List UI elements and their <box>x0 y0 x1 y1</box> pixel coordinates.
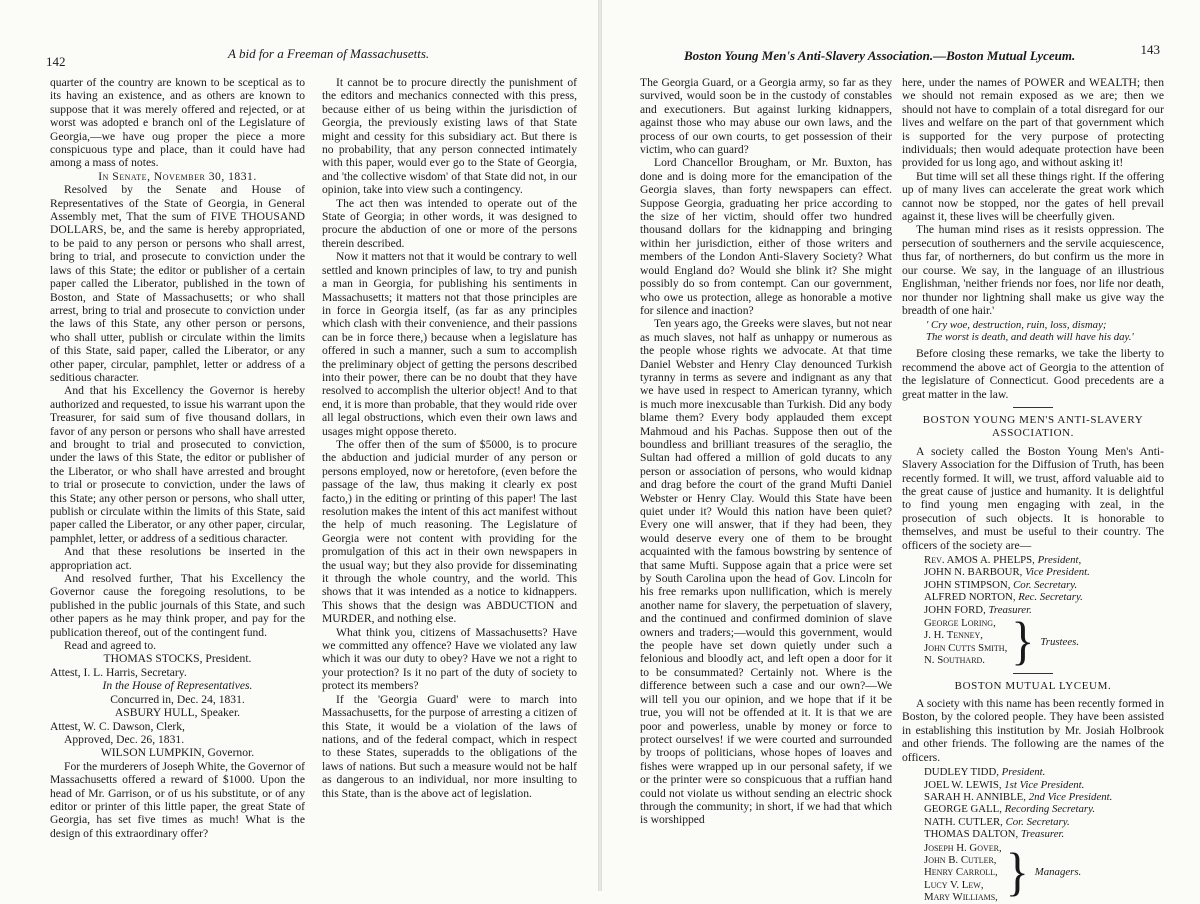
right-page-number: 143 <box>1140 42 1160 57</box>
left-column-1 <box>50 76 305 876</box>
trustees-label: Trustees. <box>1040 635 1080 648</box>
officer-row: ALFRED NORTON, Rec. Secretary. <box>924 591 1083 604</box>
signature-governor: WILSON LUMPKIN, Governor. <box>100 746 255 760</box>
paragraph: The Georgia Guard, or a Georgia army, so far as they survived, would soon be in the custody of constables and executioners. But against lurking kidnappers, against those who may abuse our own laws, and the process of our own courts, to get possession of their victim, who can guard? <box>640 76 892 157</box>
signature-president: THOMAS STOCKS, President. <box>103 652 252 666</box>
right-running-title: Boston Young Men's Anti-Slavery Association.—Boston Mutual Lyceum. <box>684 48 1076 63</box>
brace-glyph: } <box>1011 612 1035 671</box>
trustees-list: George Loring, J. H. Tenney, John Cutts Smith, N. Southard. <box>924 617 1008 667</box>
officer-row: JOEL W. LEWIS, 1st Vice President. <box>924 778 1085 791</box>
left-page-number: 142 <box>46 54 66 69</box>
section-rule <box>1013 673 1053 674</box>
paragraph: Ten years ago, the Greeks were slaves, but not near as much slaves, not half as unhappy or numerous as the people whose rights we advocate. At that time Daniel Webster and Henry Clay denounced Turkish tyranny in terms as severe and indignant as any that we have used in respect to American tyranny, which is much more inexcusable than Turkish. Did any body blame them? Every body applauded them except Mahmoud and his Pachas. Suppose then out of the boundless and brilliant treasures of the seraglio, the Sultan had offered a million of gold ducats to any person or association of persons, who would kidnap and drag before the court of the grand Mufti Daniel Webster or Henry Clay. Would this State have been quiet under it? Would this nation have been quiet? Every one will answer, that if they had been, they would deserve every one of them to be brought acquainted with the famous bowstring by sentence of that same Mufti. Suppose again that a price were set by South Carolina upon the head of Gov. Lincoln for his free remarks upon nullification, which is merely another name for slavery, the perpetuation of slavery, and the continued and confirmed dominion of slave owners and traders;—would this government, would the people have set down quietly under such a felonious and bloodly act, and left open a door for it to be consummated? Certainly not. Where is the difference between such a case and our own?—We will tell you our opinion, and we hope that if it be true, you will not be offended at it. It is that we are poor and powerless, unable by money or force to protect ourselves! if we were courted and surrounded by troops of politicians, whose hopes of loaves and fishes were wrapped up in our personal safety, if we or the printer were so conspicuous that a ruffian hand could not violate us without sending an electric shock through the community; in short, if we had that which is worshipped <box>640 317 892 827</box>
paragraph: And that his Excellency the Governor is hereby authorized and requested, to issue his warrant upon the Treasurer, for said sum of five thousand dollars, in favor of any person or persons who shall have arrested and brought to trial and prosecuted to conviction, under the laws of this State, the editor or publisher of the Liberator, or who shall have arrested and brought to trial or prosecute to conviction, under the laws of this State; any other person or persons, who shall utter, publish or circulate within the limits of this State, said paper called the Liberator, or any other paper, circular, pamphlet, letter, or address of a seditious character. <box>50 384 305 545</box>
paragraph: But time will set all these things right. If the offering up of many lives can accelerate the great work which cannot now be stopped, nor the gates of hell prevail against it, these lives will be cheerfully given. <box>902 169 1164 224</box>
officer-row: NATH. CUTLER, Cor. Secretary. <box>924 815 1070 828</box>
officer-row: Rev. AMOS A. PHELPS, President, <box>924 554 1082 566</box>
paragraph: It cannot be to procure directly the punishment of the editors and mechanics connected with this press, because either of us being within the jurisdiction of Georgia, the previously existing laws of that State might and cessity for this subsidiary act. But there is no probability, that any person connected intimately with this paper, would ever go to the State of Georgia, and 'the collective wisdom' of that State did not, in our opinion, take into view such a contingency. <box>322 76 577 197</box>
brace-glyph: } <box>1005 842 1029 902</box>
house-line: In the House of Representatives. <box>102 679 253 693</box>
right-column-2 <box>902 76 1164 904</box>
officer-row: SARAH H. ANNIBLE, 2nd Vice President. <box>924 790 1113 803</box>
paragraph: And resolved further, That his Excellency the Governor cause the foregoing resolutions, to be published in the public journals of this State, and such other papers as he may think proper, and pay for the publication thereof, out of the contingent fund. <box>50 572 305 639</box>
officer-row: DUDLEY TIDD, President. <box>924 766 1046 779</box>
quote-line: ' Cry woe, destruction, ruin, loss, dismay; <box>926 319 1107 332</box>
paragraph: Read and agreed to. <box>64 639 157 653</box>
left-header <box>0 42 598 69</box>
attest-line: Attest, W. C. Dawson, Clerk, <box>50 719 185 733</box>
approved-line: Approved, Dec. 26, 1831. <box>64 732 185 746</box>
right-page <box>602 0 1200 904</box>
paragraph: A society with this name has been recently formed in Boston, by the colored people. They have been assisted in establishing this institution by Mr. Josiah Holbrook and other friends. The following are the names of the officers. <box>902 697 1164 764</box>
paragraph: The human mind rises as it resists oppression. The persecution of southerners and the servile acquiescence, thus far, of northerners, do but confirm us the more in our course. We say, in the language of an illustrious Englishman, 'neither friends nor foes, nor life nor death, nor thunder nor lightning shall make us give way the breadth of one hair.' <box>902 223 1164 317</box>
resolution-paragraph: Resolved by the Senate and House of Representatives of the State of Georgia, in General Assembly met, That the sum of FIVE THOUSAND DOLLARS, be, and the same is hereby appropriated, to be paid to any person or persons who shall arrest, bring to trial, and prosecute to conviction under the laws of this State; the editor or publisher of a certain paper called the Liberator, published in the town of Boston, and State of Massachusetts; or who shall arrest, bring to trial and prosecute to conviction under the laws of this State, any other person or persons, who shall utter, publish or circulate within the limits of this State, said paper, called the Liberator, or any other paper, circular, pamphlet, letter or address of a seditious character. <box>50 183 305 384</box>
paragraph: The act then was intended to operate out of the State of Georgia; in other words, it was designed to procure the abduction of one or more of the persons therein described. <box>322 196 577 250</box>
left-column-2 <box>322 76 577 876</box>
section-rule <box>1013 407 1053 408</box>
paragraph: Lord Chancellor Brougham, or Mr. Buxton, has done and is doing more for the emancipation of the Georgia slaves, than forty newspapers can effect. Suppose Georgia, graduating her price according to the size of her victim, should offer two hundred thousand dollars for the kidnapping and bringing within her jurisdiction, either of those writers and members of the London Anti-Slavery Society? What would England do? Would she blink it? She might possibly do so from contempt. Can our government, who owe us protection, allege as honorable a motive for silence and inaction? <box>640 156 892 317</box>
association-officers <box>924 554 1164 671</box>
concurred-line: Concurred in, Dec. 24, 1831. <box>110 692 245 706</box>
quote-line: The worst is death, and death will have his day.' <box>926 331 1134 344</box>
lyceum-officers <box>924 766 1164 903</box>
paragraph: Now it matters not that it would be contrary to well settled and known principles of law, to try and punish a man in Georgia, for publishing his sentiments in Massachusetts; it matters not that those principles are in force in Georgia itself, (as far as any principles which clash with their convenience, and their passions can be in force there,) because when a legislature has offered in such a manner, such a sum to accomplish the preliminary object of getting the persons described into their power, there can be no doubt that they have resolved to accomplish the ulterior object! And to that end, it is more than probable, that they would ride over all legal obstructions, which even their own laws and usages might oppose thereto. <box>322 250 577 438</box>
paragraph: For the murderers of Joseph White, the Governor of Massachusetts offered a reward of $1000. Upon the head of Mr. Garrison, or of us his substitute, or of any editor or printer of this little paper, the great State of Georgia, has set five times as much! What is the design of this extraordinary offer? <box>50 759 305 840</box>
officer-row: GEORGE GALL, Recording Secretary. <box>924 803 1096 816</box>
right-column-1 <box>640 76 892 876</box>
attest-line: Attest, I. L. Harris, Secretary. <box>50 665 187 679</box>
signature-speaker: ASBURY HULL, Speaker. <box>114 706 241 720</box>
paragraph: And that these resolutions be inserted in the appropriation act. <box>50 545 305 572</box>
poem-quote <box>926 319 1164 343</box>
paragraph: Before closing these remarks, we take the liberty to recommend the above act of Georgia to the attention of the legislature of Connecticut. Good precedents are a great matter in the law. <box>902 347 1164 401</box>
dateline: In Senate, November 30, 1831. <box>98 169 257 183</box>
officer-row: THOMAS DALTON, Treasurer. <box>924 828 1065 841</box>
paragraph: here, under the names of POWER and WEALTH; then we should not remain exposed as we are; then we should not have to complain of a total disregard for our lives and welfare on the part of that government which is supported for the very purpose of protecting individuals; then would adequate protection have been provided for us long ago, and without asking it! <box>902 76 1164 170</box>
managers-group <box>924 842 1164 904</box>
paragraph: A society called the Boston Young Men's Anti-Slavery Association for the Diffusion of Truth, has been recently formed. It will, we trust, afford valuable aid to the great cause of justice and humanity. It is delightful to find young men engaging with zeal, in the prosecution of such objects. It is honorable to themselves, and must be useful to their country. The officers of the society are— <box>902 444 1164 552</box>
officer-row: JOHN FORD, Treasurer. <box>924 603 1032 616</box>
officer-row: JOHN N. BARBOUR, Vice President. <box>924 566 1090 579</box>
left-page <box>0 0 598 891</box>
paragraph: quarter of the country are known to be sceptical as to its having an existence, and as others are known to suppose that it was merely offered and rejected, or at worst was adopted e branch onl of the Legislature of Georgia,—we have oug proper the piece a more conspicuous type and place, than it could have had among a mass of notes. <box>50 76 305 170</box>
paragraph: What think you, citizens of Massachusetts? Have we committed any offence? Have we violated any law which it was our duty to obey? Have we not a right to your protection? Is it no part of the duty of society to protect its members? <box>322 625 577 693</box>
lyceum-heading: BOSTON MUTUAL LYCEUM. <box>954 679 1112 692</box>
right-header <box>602 42 1200 62</box>
left-running-title: A bid for a Freeman of Massachusetts. <box>228 46 430 61</box>
trustees-group <box>924 612 1164 671</box>
managers-list: Joseph H. Gover, John B. Cutler, Henry Carroll, Lucy V. Lew, Mary Williams, <box>924 841 1002 904</box>
paragraph: If the 'Georgia Guard' were to march into Massachusetts, for the purpose of arresting a citizen of this State, it would be a violation of the laws of nations, and of the federal compact, which in respect to these States, superadds to the obligations of the laws of nations. But such a measure would not be half as dangerous to an individual, nor more insulting to this State, than is the above act of legislation. <box>322 692 577 800</box>
managers-label: Managers. <box>1034 866 1082 879</box>
association-heading: BOSTON YOUNG MEN'S ANTI-SLAVERY ASSOCIATION. <box>922 413 1144 440</box>
paragraph: The offer then of the sum of $5000, is to procure the abduction and judicial murder of any person or persons employed, now or heretofore, (even before the passage of the law, thus making it clearly ex post facto,) in the editing or printing of this paper! The last resolution makes the intent of this act manifest without the help of much reasoning. The Legislature of Georgia were not content with providing for the promulgation of this act in their own newspapers in the usual way; but they also provide for disseminating it through the whole country, and the world. This shows that it was intended as a notice to kidnappers. This shows that the design was ABDUCTION and MURDER, and nothing else. <box>322 437 578 626</box>
officer-row: JOHN STIMPSON, Cor. Secretary. <box>924 578 1078 591</box>
